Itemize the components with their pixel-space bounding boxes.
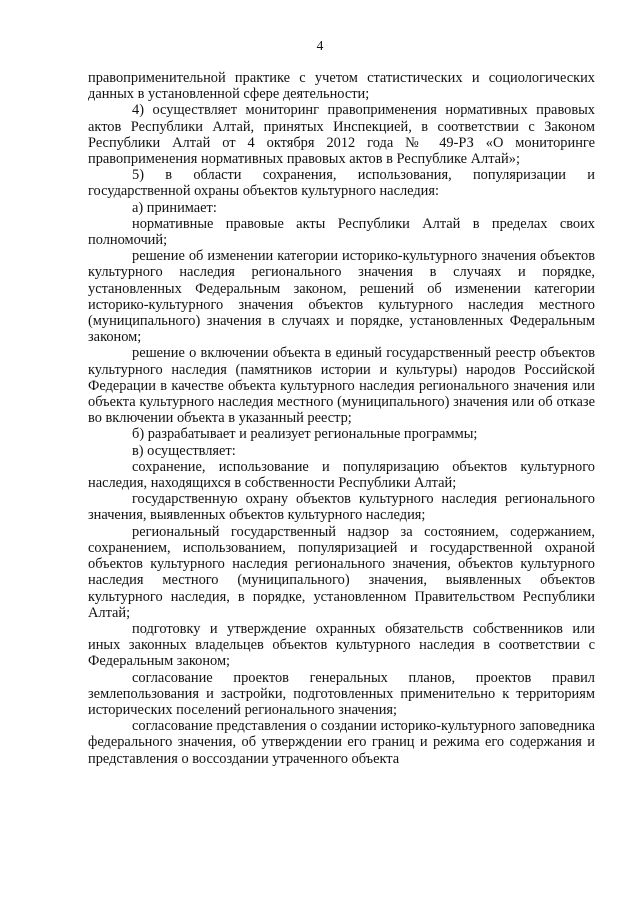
paragraph: а) принимает: [132,199,217,216]
document-body [88,70,595,767]
paragraph: решение об изменении категории историко-культурного значения объектов культурного наследия регионального значения в случаях и порядке, установленных Федеральным законом, решений об изменении категории историко-культурного значения объектов культурного наследия местного (муниципального) значения в случаях и порядке, установленных Федеральным законом; [88,248,595,346]
paragraph: правоприменительной практике с учетом статистических и социологических данных в установленной сфере деятельности; [88,70,595,103]
page-number: 4 [316,38,324,53]
paragraph: 4) осуществляет мониторинг правоприменения нормативных правовых актов Республики Алтай, принятых Инспекцией, в соответствии с Законом Республики Алтай от 4 октября 2012 года № 49-РЗ «О мониторинге правоприменения нормативных правовых актов в Республике Алтай»; [88,102,595,168]
paragraph: нормативные правовые акты Республики Алтай в пределах своих полномочий; [88,215,595,249]
paragraph: региональный государственный надзор за состоянием, содержанием, сохранением, использованием, популяризацией и государственной охраной объектов культурного наследия регионального значения, объектов культурного наследия местного (муниципального) значения, выявленных объектов культурного наследия, в порядке, установленном Правительством Республики Алтай; [88,523,595,621]
paragraph: согласование проектов генеральных планов, проектов правил землепользования и застройки, подготовленных применительно к территориям исторических поселений регионального значения; [88,669,595,718]
paragraph: государственную охрану объектов культурного наследия регионального значения, выявленных объектов культурного наследия; [88,491,595,524]
paragraph: б) разрабатывает и реализует региональные программы; [132,426,478,443]
paragraph: 5) в области сохранения, использования, популяризации и государственной охраны объектов культурного наследия: [88,167,595,200]
paragraph: в) осуществляет: [132,442,236,459]
paragraph: сохранение, использование и популяризацию объектов культурного наследия, находящихся в собственности Республики Алтай; [88,458,595,492]
paragraph: подготовку и утверждение охранных обязательств собственников или иных законных владельцев объектов культурного наследия в соответствии с Федеральным законом; [88,620,595,670]
paragraph: решение о включении объекта в единый государственный реестр объектов культурного наследия (памятников истории и культуры) народов Российской Федерации в качестве объекта культурного наследия регионального значения или объекта культурного наследия местного (муниципального) значения или об отказе во включении объекта в указанный реестр; [88,345,595,427]
paragraph: согласование представления о создании историко-культурного заповедника федерального значения, об утверждении его границ и режима его содержания и представления о воссоздании утраченного объекта [88,718,595,767]
